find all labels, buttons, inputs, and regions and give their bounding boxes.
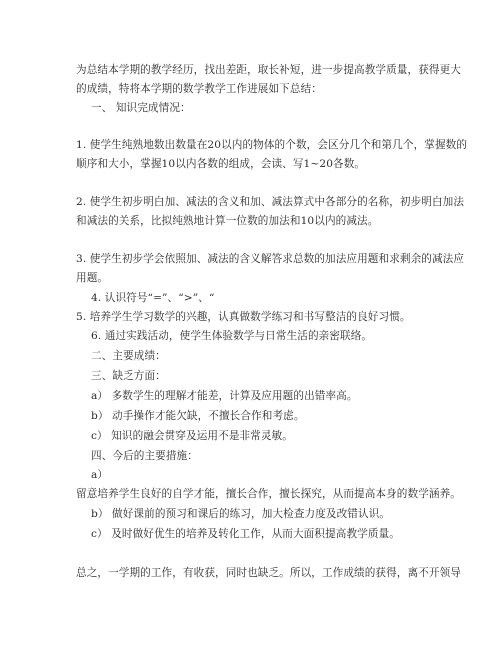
item-3-line-2: 用题。 [76, 272, 109, 284]
item-3-line-1: 3. 使学生初步学会依照加、减法的含义解答求总数的加法应用题和求剩余的减法应 [76, 253, 465, 265]
measure-b: b） 做好课前的预习和课后的练习，加大检查力度及改错认识。 [91, 508, 391, 520]
section-heading-knowledge: 一、 知识完成情况： [91, 102, 191, 114]
section-heading-measures: 四、今后的主要措施： [91, 450, 198, 462]
shortcoming-b: b） 动手操作才能欠缺，不擅长合作和考虑。 [91, 410, 305, 422]
intro-line-1: 为总结本学期的教学经历，找出差距，取长补短，进一步提高教学质量，获得更大 [76, 64, 461, 76]
item-2-line-1: 2. 使学生初步明白加、减法的含义和加、减法算式中各部分的名称，初步明白加法 [76, 196, 465, 208]
item-5: 5. 培养学生学习数学的兴趣，认真做数学练习和书写整洁的良好习惯。 [76, 311, 411, 323]
item-1-line-2: 顺序和大小，掌握10以内各数的组成，会读、写1~20各数。 [76, 158, 366, 170]
measure-a-label: a） [91, 469, 109, 481]
section-heading-shortcomings: 三、缺乏方面： [91, 370, 166, 382]
shortcoming-a: a） 多数学生的理解才能差，计算及应用题的出错率高。 [91, 390, 358, 402]
item-6: 6. 通过实践活动，使学生体验数学与日常生活的亲密联络。 [91, 330, 373, 342]
item-1-line-1: 1. 使学生纯熟地数出数量在20以内的物体的个数，会区分几个和第几个，掌握数的 [76, 139, 468, 151]
intro-line-2: 的成绩，特将本学期的数学教学工作进展如下总结： [76, 83, 322, 95]
measure-c: c） 及时做好优生的培养及转化工作，从而大面积提高教学质量。 [91, 528, 400, 540]
shortcoming-c: c） 知识的融会贯穿及运用不是非常灵敏。 [91, 430, 293, 442]
item-2-line-2: 和减法的关系，比拟纯熟地计算一位数的加法和10以内的减法。 [76, 215, 379, 227]
section-heading-achievements: 二、主要成绩： [91, 350, 166, 362]
measure-a-text: 留意培养学生良好的自学才能，擅长合作，擅长探究，从而提高本身的数学涵养。 [76, 488, 461, 500]
conclusion-line: 总之，一学期的工作，有收获，同时也缺乏。所以，工作成绩的获得，离不开领导 [76, 567, 461, 579]
item-4: 4. 认识符号“=”、“>”、“ [91, 292, 215, 304]
